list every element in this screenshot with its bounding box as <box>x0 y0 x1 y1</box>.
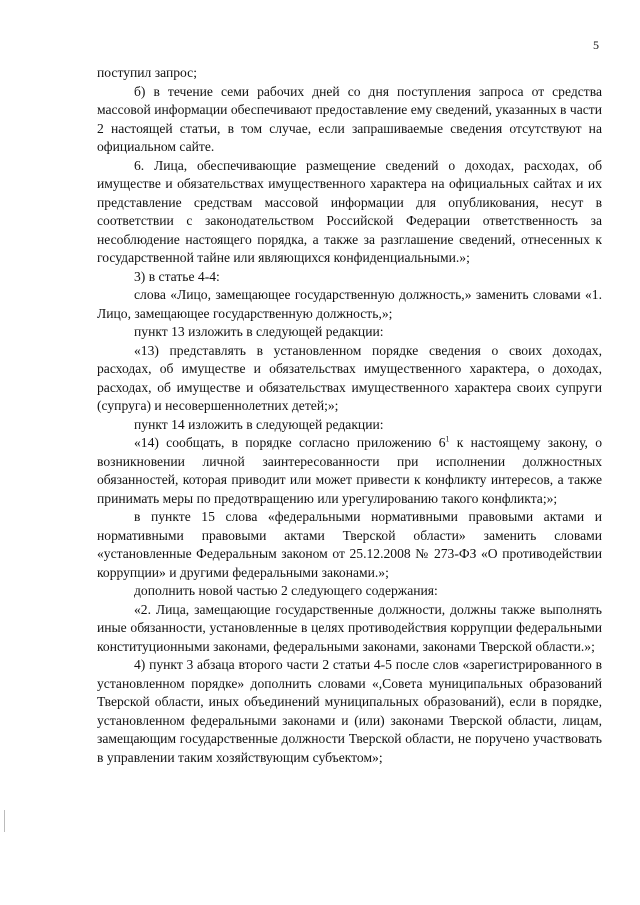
paragraph: пункт 13 изложить в следующей редакции: <box>134 324 384 339</box>
document-body <box>97 64 602 767</box>
scan-edge-mark <box>4 810 5 832</box>
paragraph: «2. Лица, замещающие государственные должности, должны также выполнять иные обязанности, установленные в целях противодействия коррупции федеральными конституционными законами, федеральными законами, законами Тверской области.»; <box>97 601 602 654</box>
paragraph: б) в течение семи рабочих дней со дня поступления запроса от средства массовой информации обеспечивают предоставление ему сведений, указанных в части 2 настоящей статьи, в том случае, если запрашиваемые сведения отсутствуют на официальном сайте. <box>97 83 602 154</box>
paragraph: «13) представлять в установленном порядке сведения о своих доходах, расходах, об имуществе и обязательствах имущественного характера, о доходах, расходах, об имуществе и обязательствах имущественного характера своих супруги (супруга) и несовершеннолетних детей;»; <box>97 342 602 413</box>
paragraph: поступил запрос; <box>97 65 197 80</box>
paragraph: в пункте 15 слова «федеральными нормативными правовыми актами и нормативными правовыми актами Тверской области» заменить словами «установленные Федеральным законом от 25.12.2008 № 273-ФЗ «О противодействии коррупции» и другими федеральными законами.»; <box>97 509 602 580</box>
paragraph: дополнить новой частью 2 следующего содержания: <box>134 583 438 598</box>
paragraph: пункт 14 изложить в следующей редакции: <box>134 416 384 432</box>
paragraph-text: «14) сообщать, в порядке согласно приложению 6 <box>134 435 446 450</box>
paragraph: 6. Лица, обеспечивающие размещение сведений о доходах, расходах, об имуществе и обязательствах имущественного характера на официальных сайтах и их представление средствам массовой информации для опубликования, несут в соответствии с законодательством Российской Федерации ответственность за несоблюдение настоящего порядка, а также за разглашение сведений, отнесенных к государственной тайне или являющихся конфиденциальными.»; <box>97 157 602 265</box>
paragraph-text: к настоящему закону, о возникновении личной заинтересованности при исполнении должностных обязанностей, которая приводит или может привести к конфликту интересов, а также принимать меры по предотвращению или урегулированию такого конфликта;»; <box>97 435 602 506</box>
page-number: 5 <box>593 38 599 52</box>
paragraph: слова «Лицо, замещающее государственную должность,» заменить словами «1. Лицо, замещающее государственную должность,»; <box>97 287 602 321</box>
paragraph <box>97 434 602 508</box>
superscript: 1 <box>445 434 450 444</box>
paragraph: 3) в статье 4-4: <box>134 268 220 284</box>
paragraph: 4) пункт 3 абзаца второго части 2 статьи 4-5 после слов «зарегистрированного в установленном порядке» дополнить словами «,Совета муниципальных образований Тверской области, иных объединений муниципальных образований), если в порядке, установленном федеральными законами и (или) законами Тверской области, лицам, замещающим государственные должности Тверской области, не поручено участвовать в управлении таким хозяйствующим субъектом»; <box>97 657 602 765</box>
